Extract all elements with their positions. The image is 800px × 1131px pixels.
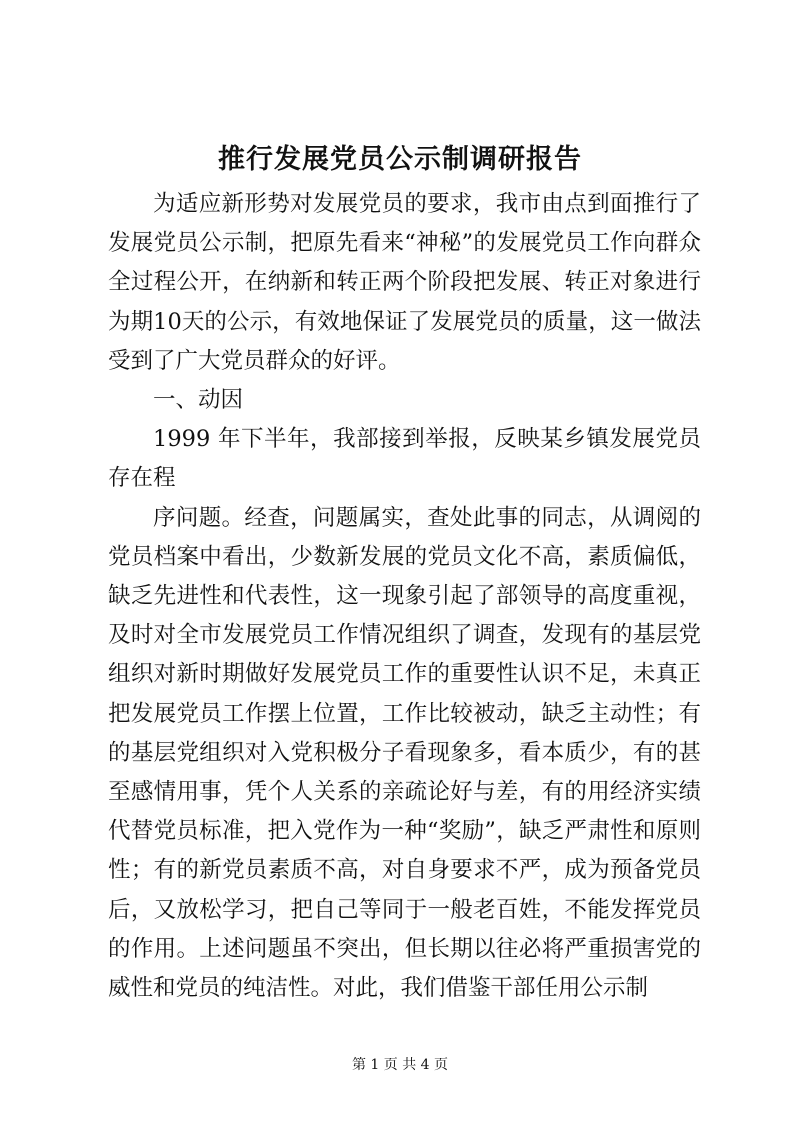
paragraph-report-1999: 1999 年下半年，我部接到举报，反映某乡镇发展党员存在程 [108, 426, 701, 492]
document-title: 推行发展党员公示制调研报告 [218, 144, 582, 175]
paragraph-investigation: 序问题。经查，问题属实，查处此事的同志，从调阅的党员档案中看出，少数新发展的党员文化不高，素质偏低，缺乏先进性和代表性，这一现象引起了部领导的高度重视，及时对全市发展党员工作情况组织了调查，发现有的基层党组织对新时期做好发展党员工作的重要性认识不足，未真正把发展党员工作摆上位置，工作比较被动，缺乏主动性；有的基层党组织对入党积极分子看现象多，看本质少，有的甚至感情用事，凭个人关系的亲疏论好与差，有的用经济实绩代替党员标准，把入党作为一种“奖励”，缺乏严肃性和原则性；有的新党员素质不高，对自身要求不严，成为预备党员后，又放松学习，把自己等同于一般老百姓，不能发挥党员的作用。上述问题虽不突出，但长期以往必将严重损害党的威性和党员的纯洁性。对此，我们借鉴干部任用公示制 [108, 504, 701, 1002]
paragraph-intro: 为适应新形势对发展党员的要求，我市由点到面推行了发展党员公示制，把原先看来“神秘”的发展党员工作向群众全过程公开，在纳新和转正两个阶段把发展、转正对象进行为期10天的公示，有效地保证了发展党员的质量，这一做法受到了广大党员群众的好评。 [108, 191, 701, 374]
page-footer: 第 1 页 共 4 页 [351, 1057, 449, 1073]
document-body [108, 185, 701, 1008]
section-heading-motivation: 一、动因 [153, 387, 244, 414]
